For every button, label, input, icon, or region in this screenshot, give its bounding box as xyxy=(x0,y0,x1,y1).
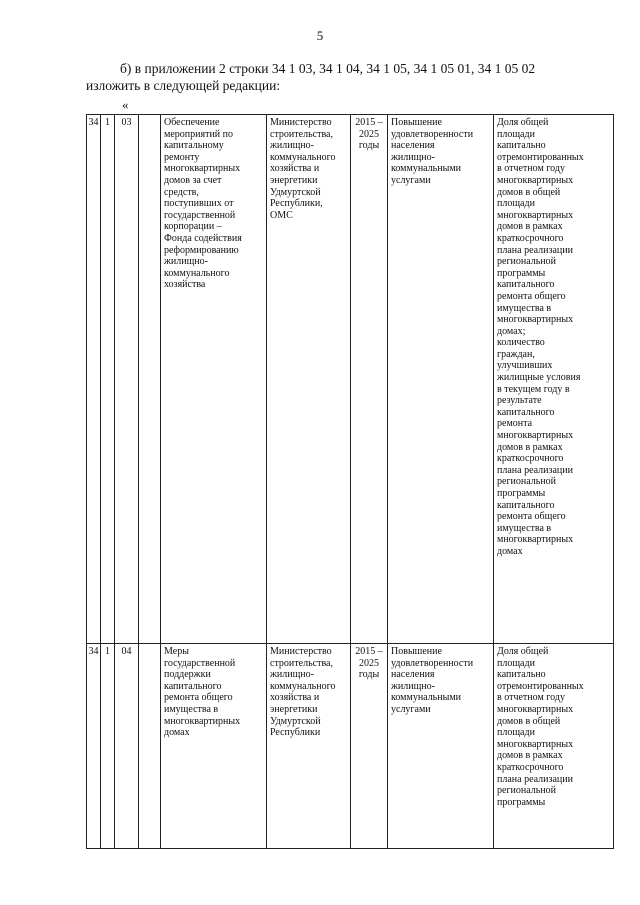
period: 2015 – 2025 годы xyxy=(351,644,388,849)
executor: Министерство строительства, жилищно- коммунального хозяйства и энергетики Удмуртской Республики, ОМС xyxy=(267,115,351,644)
opening-quote: « xyxy=(122,97,129,112)
table-row xyxy=(87,115,614,644)
page-number: 5 xyxy=(316,28,324,43)
period: 2015 – 2025 годы xyxy=(351,115,388,644)
intro-line-1: б) в приложении 2 строки 34 1 03, 34 1 04, 34 1 05, 34 1 05 01, 34 1 05 02 xyxy=(120,61,536,76)
table-row xyxy=(87,644,614,849)
measure-name: Обеспечение мероприятий по капитальному ремонту многоквартирных домов за счет средств, поступивших от государственной корпорации – Фонда содействия реформированию жилищно- коммунального хозяйства xyxy=(161,115,267,644)
indicator: Доля общей площади капитально отремонтированных в отчетном году многоквартирных домов в общей площади многоквартирных домов в рамках краткосрочного плана реализации региональной программы капитального ремонта общего имущества в многоквартирных домах; количество граждан, улучшивших жилищные условия в текущем году в результате капитального ремонта многоквартирных домов в рамках краткосрочного плана реализации региональной программы капитального ремонта общего имущества в многоквартирных домах xyxy=(494,115,614,644)
expected-result: Повышение удовлетворенности населения жилищно- коммунальными услугами xyxy=(388,115,494,644)
code-submeasure xyxy=(139,644,161,849)
code-program: 34 xyxy=(87,115,101,644)
intro-paragraph xyxy=(86,60,606,94)
program-table xyxy=(86,114,614,849)
measure-name: Меры государственной поддержки капитального ремонта общего имущества в многоквартирных домах xyxy=(161,644,267,849)
code-measure: 04 xyxy=(115,644,139,849)
code-measure: 03 xyxy=(115,115,139,644)
expected-result: Повышение удовлетворенности населения жилищно- коммунальными услугами xyxy=(388,644,494,849)
code-submeasure xyxy=(139,115,161,644)
code-subprogram: 1 xyxy=(101,115,115,644)
code-subprogram: 1 xyxy=(101,644,115,849)
executor: Министерство строительства, жилищно- коммунального хозяйства и энергетики Удмуртской Республики xyxy=(267,644,351,849)
indicator: Доля общей площади капитально отремонтированных в отчетном году многоквартирных домов в общей площади многоквартирных домов в рамках краткосрочного плана реализации региональной программы xyxy=(494,644,614,849)
code-program: 34 xyxy=(87,644,101,849)
intro-line-2: изложить в следующей редакции: xyxy=(86,78,281,93)
